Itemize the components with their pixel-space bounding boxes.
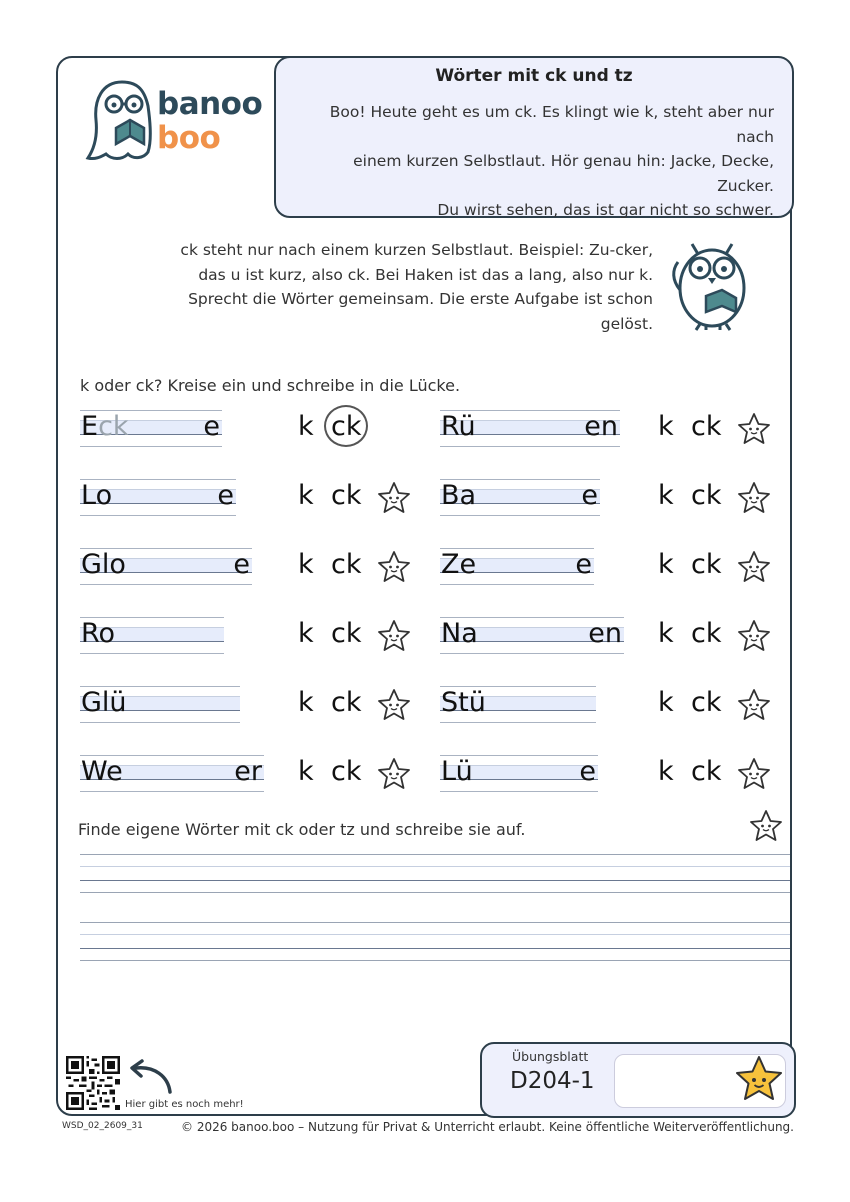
document-code: WSD_02_2609_31 — [62, 1121, 143, 1131]
word-gap-field[interactable] — [80, 750, 264, 796]
choice-k[interactable]: k — [298, 480, 314, 511]
word-start: Rü — [441, 411, 476, 442]
choice-ck[interactable]: ck — [691, 756, 722, 787]
answer-circle — [324, 405, 368, 447]
teacher-note — [160, 238, 653, 336]
word-gap-field[interactable] — [80, 612, 224, 658]
word-start: Glü — [81, 687, 127, 718]
word-gap-field[interactable] — [440, 612, 624, 658]
word-start: Glo — [81, 549, 126, 580]
writing-line-2[interactable] — [80, 922, 790, 962]
word-end: e — [579, 756, 596, 787]
word-start: Na — [441, 618, 478, 649]
more-link-text[interactable]: Hier gibt es noch mehr! — [125, 1099, 244, 1110]
word-start: Ba — [441, 480, 477, 511]
sheet-code: D204-1 — [510, 1068, 595, 1094]
choice-ck[interactable]: ck — [331, 618, 362, 649]
writing-line-1[interactable] — [80, 854, 790, 894]
word-gap-field[interactable] — [440, 405, 620, 451]
example-fill: ck — [98, 411, 129, 442]
word-end: e — [581, 480, 598, 511]
word-start: Eck — [81, 411, 129, 442]
choice-k[interactable]: k — [658, 618, 674, 649]
choice-ck[interactable]: ck — [691, 411, 722, 442]
owl-icon — [662, 230, 762, 334]
choice-k[interactable]: k — [298, 618, 314, 649]
word-gap-field[interactable] — [440, 543, 594, 589]
word-gap-field[interactable] — [80, 543, 252, 589]
star-icon — [376, 687, 412, 723]
intro-text — [294, 100, 774, 223]
word-start: Lo — [81, 480, 113, 511]
worksheet-title: Wörter mit ck und tz — [435, 66, 633, 86]
word-end: en — [584, 411, 618, 442]
star-icon — [748, 808, 784, 844]
star-icon — [736, 687, 772, 723]
task2-instruction: Finde eigene Wörter mit ck oder tz und schreibe sie auf. — [78, 820, 526, 839]
choice-k[interactable]: k — [658, 687, 674, 718]
word-end: en — [588, 618, 622, 649]
word-end: er — [234, 756, 262, 787]
teacher-note-line: ck steht nur nach einem kurzen Selbstlaut. Beispiel: Zu-cker, — [180, 241, 653, 259]
star-icon — [736, 480, 772, 516]
word-start: Ze — [441, 549, 477, 580]
star-icon — [736, 549, 772, 585]
choice-ck[interactable]: ck — [691, 549, 722, 580]
word-end: e — [203, 411, 220, 442]
choice-k[interactable]: k — [298, 549, 314, 580]
logo-text-banoo: banoo — [157, 86, 263, 122]
word-start: Ro — [81, 618, 116, 649]
teacher-note-line: gelöst. — [600, 314, 653, 333]
choice-k[interactable]: k — [298, 687, 314, 718]
intro-line: Boo! Heute geht es um ck. Es klingt wie k, steht aber nur nach — [329, 103, 774, 146]
qr-code-icon[interactable] — [66, 1056, 120, 1110]
teacher-note-line: das u ist kurz, also ck. Bei Haken ist das a lang, also nur k. — [198, 265, 653, 284]
intro-box — [274, 56, 794, 218]
sheet-label: Übungsblatt — [512, 1049, 589, 1064]
word-gap-field[interactable] — [80, 474, 236, 520]
choice-k[interactable]: k — [298, 411, 314, 442]
choice-ck[interactable]: ck — [691, 480, 722, 511]
choice-k[interactable]: k — [658, 411, 674, 442]
task1-instruction: k oder ck? Kreise ein und schreibe in die Lücke. — [80, 376, 461, 395]
word-start: Stü — [441, 687, 486, 718]
intro-line: einem kurzen Selbstlaut. Hör genau hin: Jacke, Decke, Zucker. — [353, 152, 774, 195]
word-gap-field[interactable] — [440, 681, 596, 727]
choice-ck[interactable]: ck — [331, 480, 362, 511]
copyright-text: © 2026 banoo.boo – Nutzung für Privat & Unterricht erlaubt. Keine öffentliche Weiterveröffentlichung. — [181, 1120, 794, 1134]
word-start: Lü — [441, 756, 473, 787]
star-icon — [376, 549, 412, 585]
word-gap-field[interactable] — [80, 405, 222, 451]
arrow-icon — [124, 1058, 176, 1096]
word-gap-field[interactable] — [440, 750, 598, 796]
logo-text-boo: boo — [157, 120, 221, 156]
word-gap-field[interactable] — [440, 474, 600, 520]
star-icon — [736, 411, 772, 447]
word-gap-field[interactable] — [80, 681, 240, 727]
word-end: e — [217, 480, 234, 511]
choice-k[interactable]: k — [658, 549, 674, 580]
choice-ck[interactable]: ck — [691, 618, 722, 649]
choice-k[interactable]: k — [298, 756, 314, 787]
choice-ck[interactable]: ck — [691, 687, 722, 718]
star-icon — [376, 480, 412, 516]
choice-ck[interactable]: ck — [331, 549, 362, 580]
star-icon — [736, 618, 772, 654]
choice-ck[interactable]: ck — [331, 756, 362, 787]
word-end: e — [233, 549, 250, 580]
intro-line: Du wirst sehen, das ist gar nicht so schwer. — [437, 201, 774, 219]
choice-ck[interactable]: ck — [331, 411, 362, 442]
choice-k[interactable]: k — [658, 756, 674, 787]
choice-ck[interactable]: ck — [331, 687, 362, 718]
choice-k[interactable]: k — [658, 480, 674, 511]
teacher-note-line: Sprecht die Wörter gemeinsam. Die erste Aufgabe ist schon — [188, 290, 653, 308]
word-start: We — [81, 756, 123, 787]
star-icon — [376, 618, 412, 654]
word-end: e — [575, 549, 592, 580]
star-icon — [376, 756, 412, 792]
star-icon — [736, 756, 772, 792]
yellow-star-icon — [732, 1054, 786, 1106]
